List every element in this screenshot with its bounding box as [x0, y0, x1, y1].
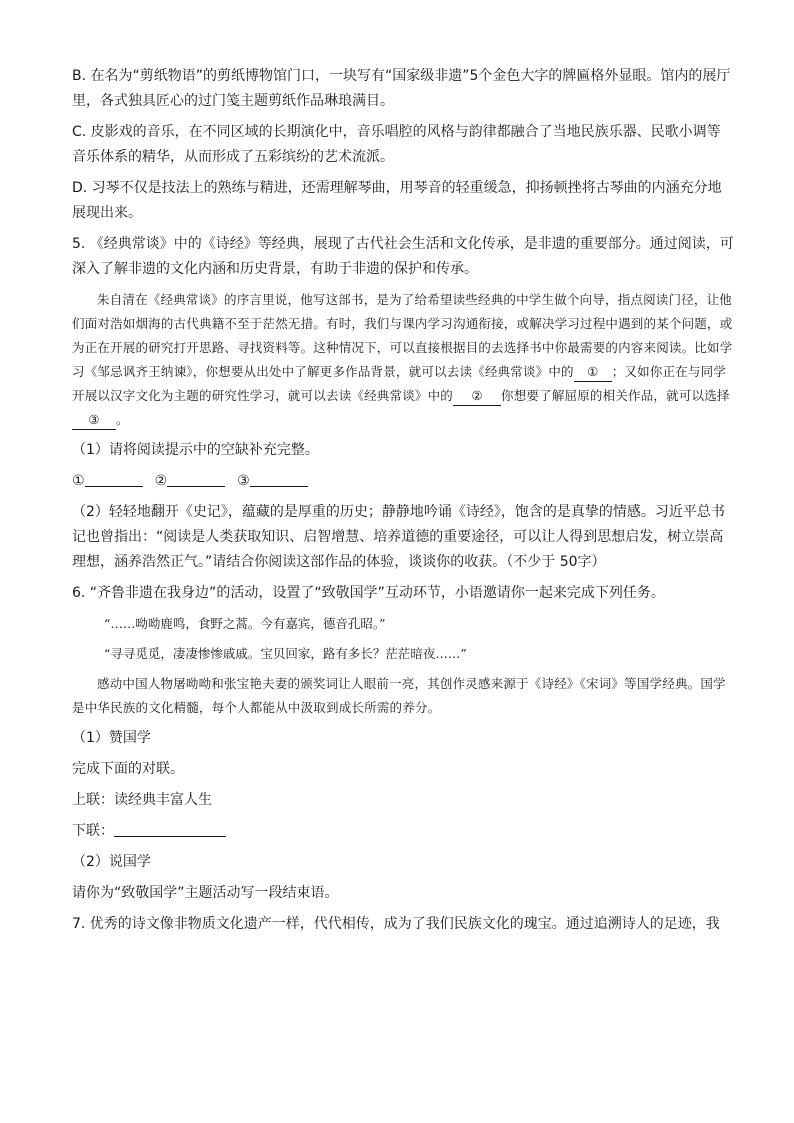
- q4-option-c: C. 皮影戏的音乐，在不同区域的长期演化中，音乐唱腔的风格与韵律都融合了当地民族乐器、民歌小调等音乐体系的精华，从而形成了五彩缤纷的艺术流派。: [72, 124, 721, 165]
- q5-reading-tip: [72, 288, 734, 432]
- answer-line-2[interactable]: [167, 470, 225, 487]
- q6-upper-couplet: 上联：读经典丰富人生: [72, 792, 212, 808]
- q5-quote-part-c: 你想要了解屈原的相关作品，就可以选择: [501, 388, 730, 403]
- q5-sub1-answers: [72, 469, 734, 494]
- q6-task1: 完成下面的对联。: [72, 761, 184, 777]
- lower-couplet-label: 下联：: [72, 823, 114, 839]
- q5-intro: 5. 《经典常谈》中的《诗经》等经典，展现了古代社会生活和文化传承，是非遗的重要部分。通过阅读，可深入了解非遗的文化内涵和历史背景，有助于非遗的保护和传承。: [72, 236, 734, 277]
- q5-sub2: （2）轻轻地翻开《史记》，蕴藏的是厚重的历史；静静地吟诵《诗经》，饱含的是真挚的情感。习近平总书记也曾指出：“阅读是人类获取知识、启智增慧、培养道德的重要途径，可以让人得到思想启发，树立崇高理想，涵养浩然正气。”请结合你阅读这部作品的体验，谈谈你的收获。（不少于 50字）: [72, 504, 725, 570]
- q5-sub1: （1）请将阅读提示中的空缺补充完整。: [72, 442, 319, 458]
- q7-intro: 7. 优秀的诗文像非物质文化遗产一样，代代相传，成为了我们民族文化的瑰宝。通过追溯诗人的足迹，我: [72, 916, 720, 932]
- q6-intro: 6. “齐鲁非遗在我身边”的活动，设置了“致敬国学”互动环节，小语邀请你一起来完成下列任务。: [72, 585, 665, 601]
- q5-quote-part-a: 朱自清在《经典常谈》的序言里说，他写这部书，是为了给希望读些经典的中学生做个向导，指点阅读门径，让他们面对浩如烟海的古代典籍不至于茫然无措。有时，我们与课内学习沟通衔接，或解决学习过程中遇到的某个问题，或为正在开展的研究打开思路、寻找资料等。这种情况下，可以直接根据目的去选择书中你最需要的内容来阅读。比如学习《邹忌讽齐王纳谏》，你想要从出处中了解更多作品背景，就可以去读《经典常谈》中的: [72, 292, 733, 379]
- q4-option-d: D. 习琴不仅是技法上的熟练与精进，还需理解琴曲，用琴音的轻重缓急，抑扬顿挫将古琴曲的内涵充分地展现出来。: [72, 180, 722, 221]
- q6-lower-couplet: [72, 819, 734, 844]
- answer-mark-2: ②: [154, 473, 168, 489]
- answer-mark-3: ③: [237, 473, 250, 489]
- q6-poem-line-1: “……呦呦鹿鸣，食野之蒿。今有嘉宾，德音孔昭。”: [104, 616, 386, 631]
- answer-line-1[interactable]: [85, 470, 143, 487]
- q6-sub2: （2）说国学: [72, 854, 151, 870]
- q5-quote-part-b: ；又如你正在与同学开展以汉字文化为主题的研究性学习，就可以去读《经典常谈》中的: [72, 364, 727, 403]
- q5-blank-2[interactable]: ②: [453, 387, 501, 406]
- answer-line-3[interactable]: [250, 470, 308, 487]
- q5-blank-3[interactable]: ③: [72, 411, 116, 430]
- q6-sub1: （1）赞国学: [72, 730, 151, 746]
- answer-mark-1: ①: [72, 473, 85, 489]
- q6-quote: 感动中国人物屠呦呦和张宝艳夫妻的颁奖词让人眼前一亮，其创作灵感来源于《诗经》《宋词》等国学经典。国学是中华民族的文化精髓，每个人都能从中汲取到成长所需的养分。: [72, 676, 726, 715]
- q6-task2: 请你为“致敬国学”主题活动写一段结束语。: [72, 885, 339, 901]
- q5-blank-1[interactable]: ①: [574, 363, 612, 382]
- q6-poem-line-2: “寻寻觅觅，凄凄惨惨戚戚。宝贝回家，路有多长？茫茫暗夜……”: [104, 646, 467, 661]
- q5-quote-end: 。: [116, 412, 129, 427]
- lower-couplet-answer-line[interactable]: [114, 820, 226, 837]
- exam-page: [72, 64, 734, 943]
- q4-option-b: B. 在名为“剪纸物语”的剪纸博物馆门口，一块写有“国家级非遗”5个金色大字的牌匾格外显眼。馆内的展厅里，各式独具匠心的过门笺主题剪纸作品琳琅满目。: [72, 68, 731, 109]
